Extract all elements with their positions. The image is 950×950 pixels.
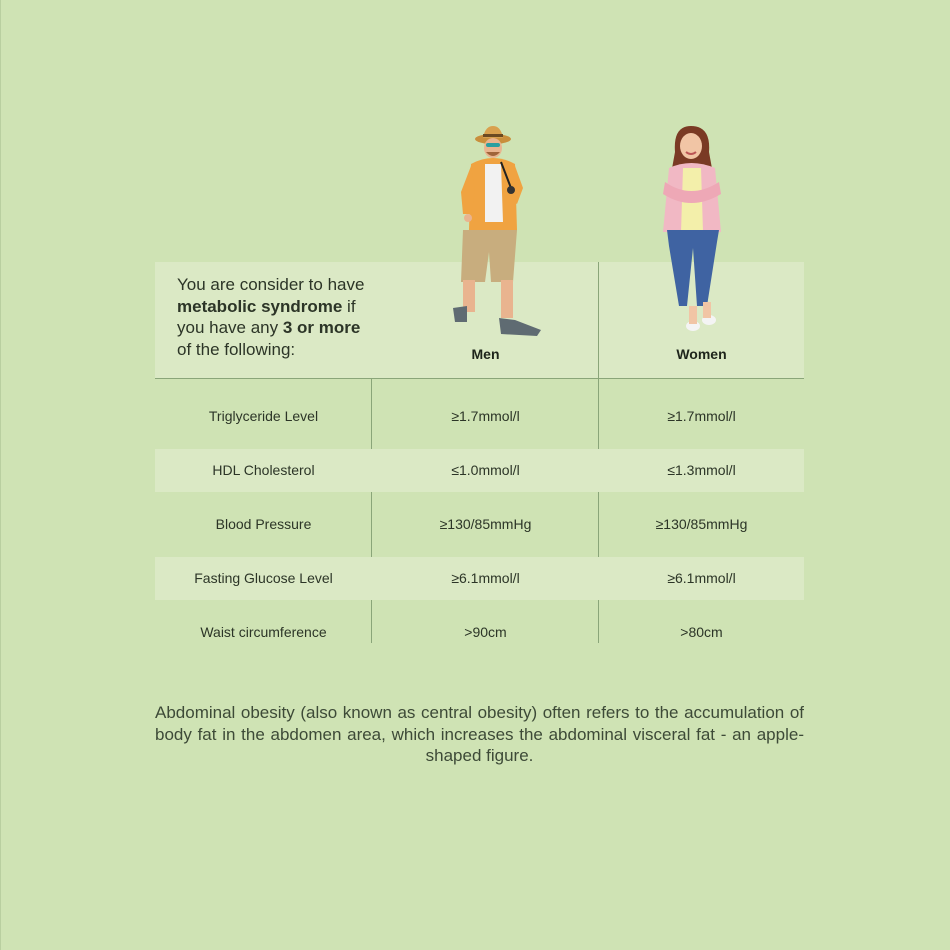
- intro-line-4: of the following:: [177, 339, 296, 359]
- intro-if: if: [342, 296, 356, 316]
- men-value: >90cm: [464, 624, 507, 640]
- table-row: [155, 611, 804, 654]
- men-value: ≥130/85mmHg: [439, 516, 532, 532]
- women-value: ≤1.3mmol/l: [667, 462, 736, 478]
- woman-figure: [651, 122, 731, 340]
- men-value: ≥1.7mmol/l: [451, 408, 520, 424]
- header-divider: [598, 262, 599, 378]
- row-label: Blood Pressure: [215, 516, 312, 532]
- table-row: [155, 395, 804, 438]
- men-value: ≥6.1mmol/l: [451, 570, 520, 586]
- women-value: >80cm: [680, 624, 723, 640]
- row-label: Triglyceride Level: [208, 408, 319, 424]
- intro-bold-metabolic-syndrome: metabolic syndrome: [177, 296, 343, 316]
- men-value: ≤1.0mmol/l: [451, 462, 520, 478]
- women-value: ≥1.7mmol/l: [667, 408, 736, 424]
- women-value: ≥6.1mmol/l: [667, 570, 736, 586]
- column-header-men: Men: [471, 346, 500, 362]
- abdominal-obesity-note: Abdominal obesity (also known as central obesity) often refers to the accumulation of body fat in the abdomen area, which increases the abdominal visceral fat - an apple-shaped figure.: [155, 703, 804, 765]
- women-value: ≥130/85mmHg: [655, 516, 748, 532]
- man-figure: [441, 122, 546, 340]
- row-label: Fasting Glucose Level: [194, 570, 333, 586]
- row-label: HDL Cholesterol: [212, 462, 315, 478]
- table-row: [155, 503, 804, 546]
- row-label: Waist circumference: [200, 624, 327, 640]
- intro-bold-three-or-more: 3 or more: [282, 318, 361, 337]
- column-header-women: Women: [676, 346, 727, 362]
- table-row: [155, 449, 804, 492]
- intro-line-1: You are consider to have: [177, 275, 365, 294]
- intro-text: [177, 274, 392, 360]
- intro-line-3: you have any: [177, 318, 283, 337]
- table-row: [155, 557, 804, 600]
